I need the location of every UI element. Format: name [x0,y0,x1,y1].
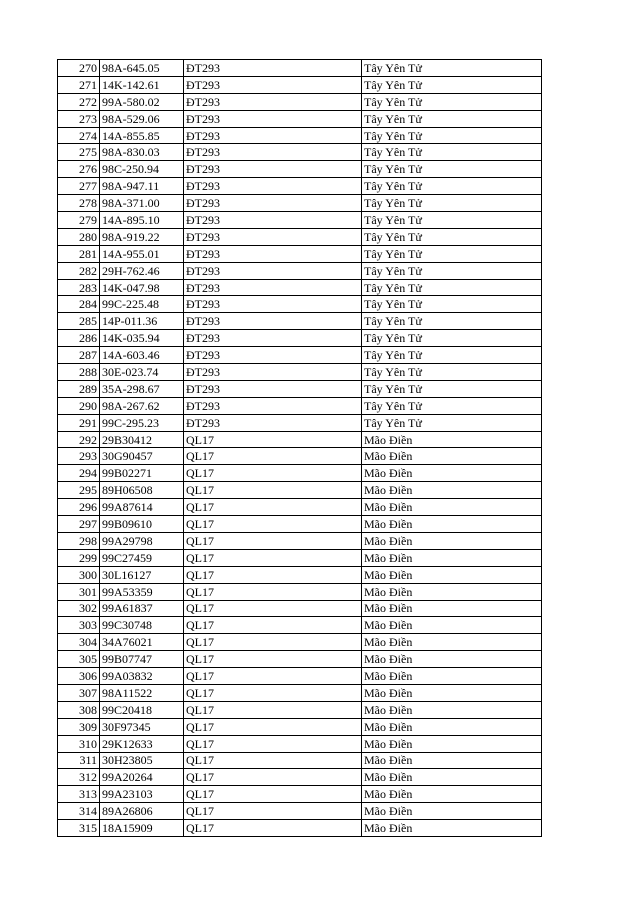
license-plate-cell: 35A-298.67 [100,380,184,397]
road-cell: QL17 [184,718,362,735]
table-row [58,566,542,583]
license-plate-cell: 99B02271 [100,465,184,482]
table-row [58,313,542,330]
table-row [58,245,542,262]
location-cell: Mão Điền [362,566,542,583]
location-cell: Mão Điền [362,499,542,516]
location-cell: Mão Điền [362,820,542,837]
table-row [58,465,542,482]
road-cell: ĐT293 [184,76,362,93]
road-cell: ĐT293 [184,245,362,262]
row-number-cell: 300 [58,566,100,583]
location-cell: Tây Yên Tử [362,347,542,364]
table-row [58,499,542,516]
location-cell: Mão Điền [362,448,542,465]
location-cell: Tây Yên Tử [362,313,542,330]
location-cell: Tây Yên Tử [362,144,542,161]
row-number-cell: 309 [58,718,100,735]
location-cell: Tây Yên Tử [362,178,542,195]
location-cell: Mão Điền [362,718,542,735]
license-plate-cell: 99C30748 [100,617,184,634]
license-plate-cell: 29K12633 [100,735,184,752]
license-plate-cell: 99A23103 [100,786,184,803]
table-row [58,532,542,549]
row-number-cell: 306 [58,668,100,685]
license-plate-cell: 14K-142.61 [100,76,184,93]
road-cell: ĐT293 [184,178,362,195]
table-row [58,668,542,685]
table-row [58,76,542,93]
location-cell: Tây Yên Tử [362,228,542,245]
row-number-cell: 308 [58,701,100,718]
location-cell: Mão Điền [362,668,542,685]
row-number-cell: 299 [58,549,100,566]
table-row [58,516,542,533]
road-cell: QL17 [184,566,362,583]
license-plate-cell: 30G90457 [100,448,184,465]
location-cell: Mão Điền [362,803,542,820]
table-row [58,93,542,110]
location-cell: Tây Yên Tử [362,127,542,144]
row-number-cell: 283 [58,279,100,296]
location-cell: Tây Yên Tử [362,279,542,296]
row-number-cell: 275 [58,144,100,161]
license-plate-cell: 99C-295.23 [100,414,184,431]
row-number-cell: 291 [58,414,100,431]
license-plate-cell: 99B09610 [100,516,184,533]
row-number-cell: 279 [58,212,100,229]
road-cell: QL17 [184,752,362,769]
row-number-cell: 296 [58,499,100,516]
location-cell: Mão Điền [362,634,542,651]
table-row [58,127,542,144]
row-number-cell: 286 [58,330,100,347]
road-cell: ĐT293 [184,347,362,364]
license-plate-cell: 99A53359 [100,583,184,600]
row-number-cell: 294 [58,465,100,482]
road-cell: QL17 [184,701,362,718]
license-plate-cell: 29B30412 [100,431,184,448]
road-cell: QL17 [184,516,362,533]
row-number-cell: 276 [58,161,100,178]
location-cell: Mão Điền [362,786,542,803]
road-cell: ĐT293 [184,414,362,431]
table-row [58,820,542,837]
row-number-cell: 274 [58,127,100,144]
license-plate-cell: 99A20264 [100,769,184,786]
license-plate-cell: 99A-580.02 [100,93,184,110]
road-cell: ĐT293 [184,296,362,313]
table-row [58,262,542,279]
license-plate-cell: 18A15909 [100,820,184,837]
table-row [58,583,542,600]
table-body [58,60,542,837]
location-cell: Mão Điền [362,583,542,600]
table-row [58,786,542,803]
table-row [58,634,542,651]
location-cell: Mão Điền [362,532,542,549]
license-plate-cell: 98A-529.06 [100,110,184,127]
road-cell: QL17 [184,465,362,482]
road-cell: ĐT293 [184,397,362,414]
road-cell: ĐT293 [184,262,362,279]
location-cell: Tây Yên Tử [362,397,542,414]
location-cell: Tây Yên Tử [362,330,542,347]
license-plate-cell: 99B07747 [100,651,184,668]
license-plate-cell: 98A-919.22 [100,228,184,245]
table-row [58,228,542,245]
table-row [58,431,542,448]
row-number-cell: 292 [58,431,100,448]
row-number-cell: 271 [58,76,100,93]
table-row [58,347,542,364]
road-cell: QL17 [184,651,362,668]
location-cell: Mão Điền [362,549,542,566]
license-plate-cell: 98A-947.11 [100,178,184,195]
road-cell: QL17 [184,786,362,803]
license-plate-cell: 89A26806 [100,803,184,820]
row-number-cell: 298 [58,532,100,549]
row-number-cell: 278 [58,195,100,212]
table-row [58,414,542,431]
location-cell: Tây Yên Tử [362,60,542,77]
table-row [58,482,542,499]
row-number-cell: 293 [58,448,100,465]
row-number-cell: 307 [58,684,100,701]
license-plate-cell: 30F97345 [100,718,184,735]
road-cell: ĐT293 [184,364,362,381]
table-row [58,684,542,701]
road-cell: ĐT293 [184,110,362,127]
row-number-cell: 273 [58,110,100,127]
road-cell: ĐT293 [184,212,362,229]
row-number-cell: 304 [58,634,100,651]
vehicle-plate-table [57,59,542,837]
table-row [58,651,542,668]
table-row [58,769,542,786]
license-plate-cell: 89H06508 [100,482,184,499]
location-cell: Tây Yên Tử [362,93,542,110]
road-cell: ĐT293 [184,313,362,330]
location-cell: Tây Yên Tử [362,414,542,431]
license-plate-cell: 34A76021 [100,634,184,651]
road-cell: ĐT293 [184,228,362,245]
license-plate-cell: 14A-603.46 [100,347,184,364]
location-cell: Mão Điền [362,617,542,634]
location-cell: Tây Yên Tử [362,212,542,229]
table-row [58,296,542,313]
license-plate-cell: 14K-047.98 [100,279,184,296]
row-number-cell: 297 [58,516,100,533]
table-row [58,549,542,566]
road-cell: QL17 [184,668,362,685]
license-plate-cell: 14P-011.36 [100,313,184,330]
table-row [58,161,542,178]
table-row [58,701,542,718]
row-number-cell: 280 [58,228,100,245]
license-plate-cell: 98A-645.05 [100,60,184,77]
table-row [58,60,542,77]
location-cell: Tây Yên Tử [362,364,542,381]
row-number-cell: 277 [58,178,100,195]
road-cell: ĐT293 [184,127,362,144]
road-cell: ĐT293 [184,380,362,397]
table-row [58,195,542,212]
license-plate-cell: 30L16127 [100,566,184,583]
road-cell: ĐT293 [184,93,362,110]
license-plate-cell: 99A29798 [100,532,184,549]
row-number-cell: 311 [58,752,100,769]
table-row [58,448,542,465]
license-plate-cell: 14A-855.85 [100,127,184,144]
table-row [58,279,542,296]
license-plate-cell: 30E-023.74 [100,364,184,381]
location-cell: Tây Yên Tử [362,380,542,397]
location-cell: Tây Yên Tử [362,245,542,262]
row-number-cell: 270 [58,60,100,77]
table-row [58,617,542,634]
license-plate-cell: 99C-225.48 [100,296,184,313]
row-number-cell: 284 [58,296,100,313]
row-number-cell: 313 [58,786,100,803]
road-cell: QL17 [184,549,362,566]
table-row [58,735,542,752]
license-plate-cell: 29H-762.46 [100,262,184,279]
row-number-cell: 314 [58,803,100,820]
location-cell: Mão Điền [362,600,542,617]
road-cell: ĐT293 [184,161,362,178]
license-plate-cell: 99A61837 [100,600,184,617]
table-row [58,803,542,820]
row-number-cell: 289 [58,380,100,397]
row-number-cell: 272 [58,93,100,110]
license-plate-cell: 98A-267.62 [100,397,184,414]
row-number-cell: 285 [58,313,100,330]
table-row [58,212,542,229]
license-plate-cell: 14K-035.94 [100,330,184,347]
road-cell: ĐT293 [184,195,362,212]
license-plate-cell: 98C-250.94 [100,161,184,178]
location-cell: Mão Điền [362,752,542,769]
license-plate-cell: 98A11522 [100,684,184,701]
location-cell: Mão Điền [362,516,542,533]
road-cell: QL17 [184,617,362,634]
table-row [58,330,542,347]
row-number-cell: 310 [58,735,100,752]
row-number-cell: 305 [58,651,100,668]
road-cell: QL17 [184,431,362,448]
license-plate-cell: 99A03832 [100,668,184,685]
location-cell: Mão Điền [362,684,542,701]
row-number-cell: 287 [58,347,100,364]
road-cell: ĐT293 [184,279,362,296]
road-cell: QL17 [184,684,362,701]
location-cell: Tây Yên Tử [362,262,542,279]
table-row [58,110,542,127]
road-cell: QL17 [184,448,362,465]
row-number-cell: 312 [58,769,100,786]
table-row [58,380,542,397]
location-cell: Tây Yên Tử [362,296,542,313]
license-plate-cell: 99C27459 [100,549,184,566]
row-number-cell: 303 [58,617,100,634]
road-cell: QL17 [184,482,362,499]
table-row [58,718,542,735]
location-cell: Tây Yên Tử [362,76,542,93]
license-plate-cell: 98A-830.03 [100,144,184,161]
license-plate-cell: 98A-371.00 [100,195,184,212]
road-cell: ĐT293 [184,60,362,77]
location-cell: Tây Yên Tử [362,161,542,178]
row-number-cell: 315 [58,820,100,837]
location-cell: Mão Điền [362,482,542,499]
row-number-cell: 281 [58,245,100,262]
road-cell: ĐT293 [184,144,362,161]
row-number-cell: 301 [58,583,100,600]
table-row [58,397,542,414]
location-cell: Mão Điền [362,735,542,752]
location-cell: Tây Yên Tử [362,110,542,127]
road-cell: QL17 [184,634,362,651]
location-cell: Mão Điền [362,769,542,786]
location-cell: Mão Điền [362,431,542,448]
road-cell: QL17 [184,583,362,600]
table-row [58,752,542,769]
road-cell: QL17 [184,769,362,786]
road-cell: QL17 [184,532,362,549]
license-plate-cell: 30H23805 [100,752,184,769]
row-number-cell: 282 [58,262,100,279]
road-cell: QL17 [184,820,362,837]
table-row [58,144,542,161]
row-number-cell: 302 [58,600,100,617]
table-row [58,600,542,617]
road-cell: QL17 [184,735,362,752]
license-plate-cell: 14A-955.01 [100,245,184,262]
row-number-cell: 288 [58,364,100,381]
row-number-cell: 290 [58,397,100,414]
license-plate-cell: 14A-895.10 [100,212,184,229]
row-number-cell: 295 [58,482,100,499]
road-cell: QL17 [184,600,362,617]
location-cell: Mão Điền [362,465,542,482]
road-cell: QL17 [184,803,362,820]
road-cell: QL17 [184,499,362,516]
license-plate-cell: 99C20418 [100,701,184,718]
road-cell: ĐT293 [184,330,362,347]
location-cell: Mão Điền [362,701,542,718]
location-cell: Tây Yên Tử [362,195,542,212]
table-row [58,364,542,381]
location-cell: Mão Điền [362,651,542,668]
license-plate-cell: 99A87614 [100,499,184,516]
table-row [58,178,542,195]
